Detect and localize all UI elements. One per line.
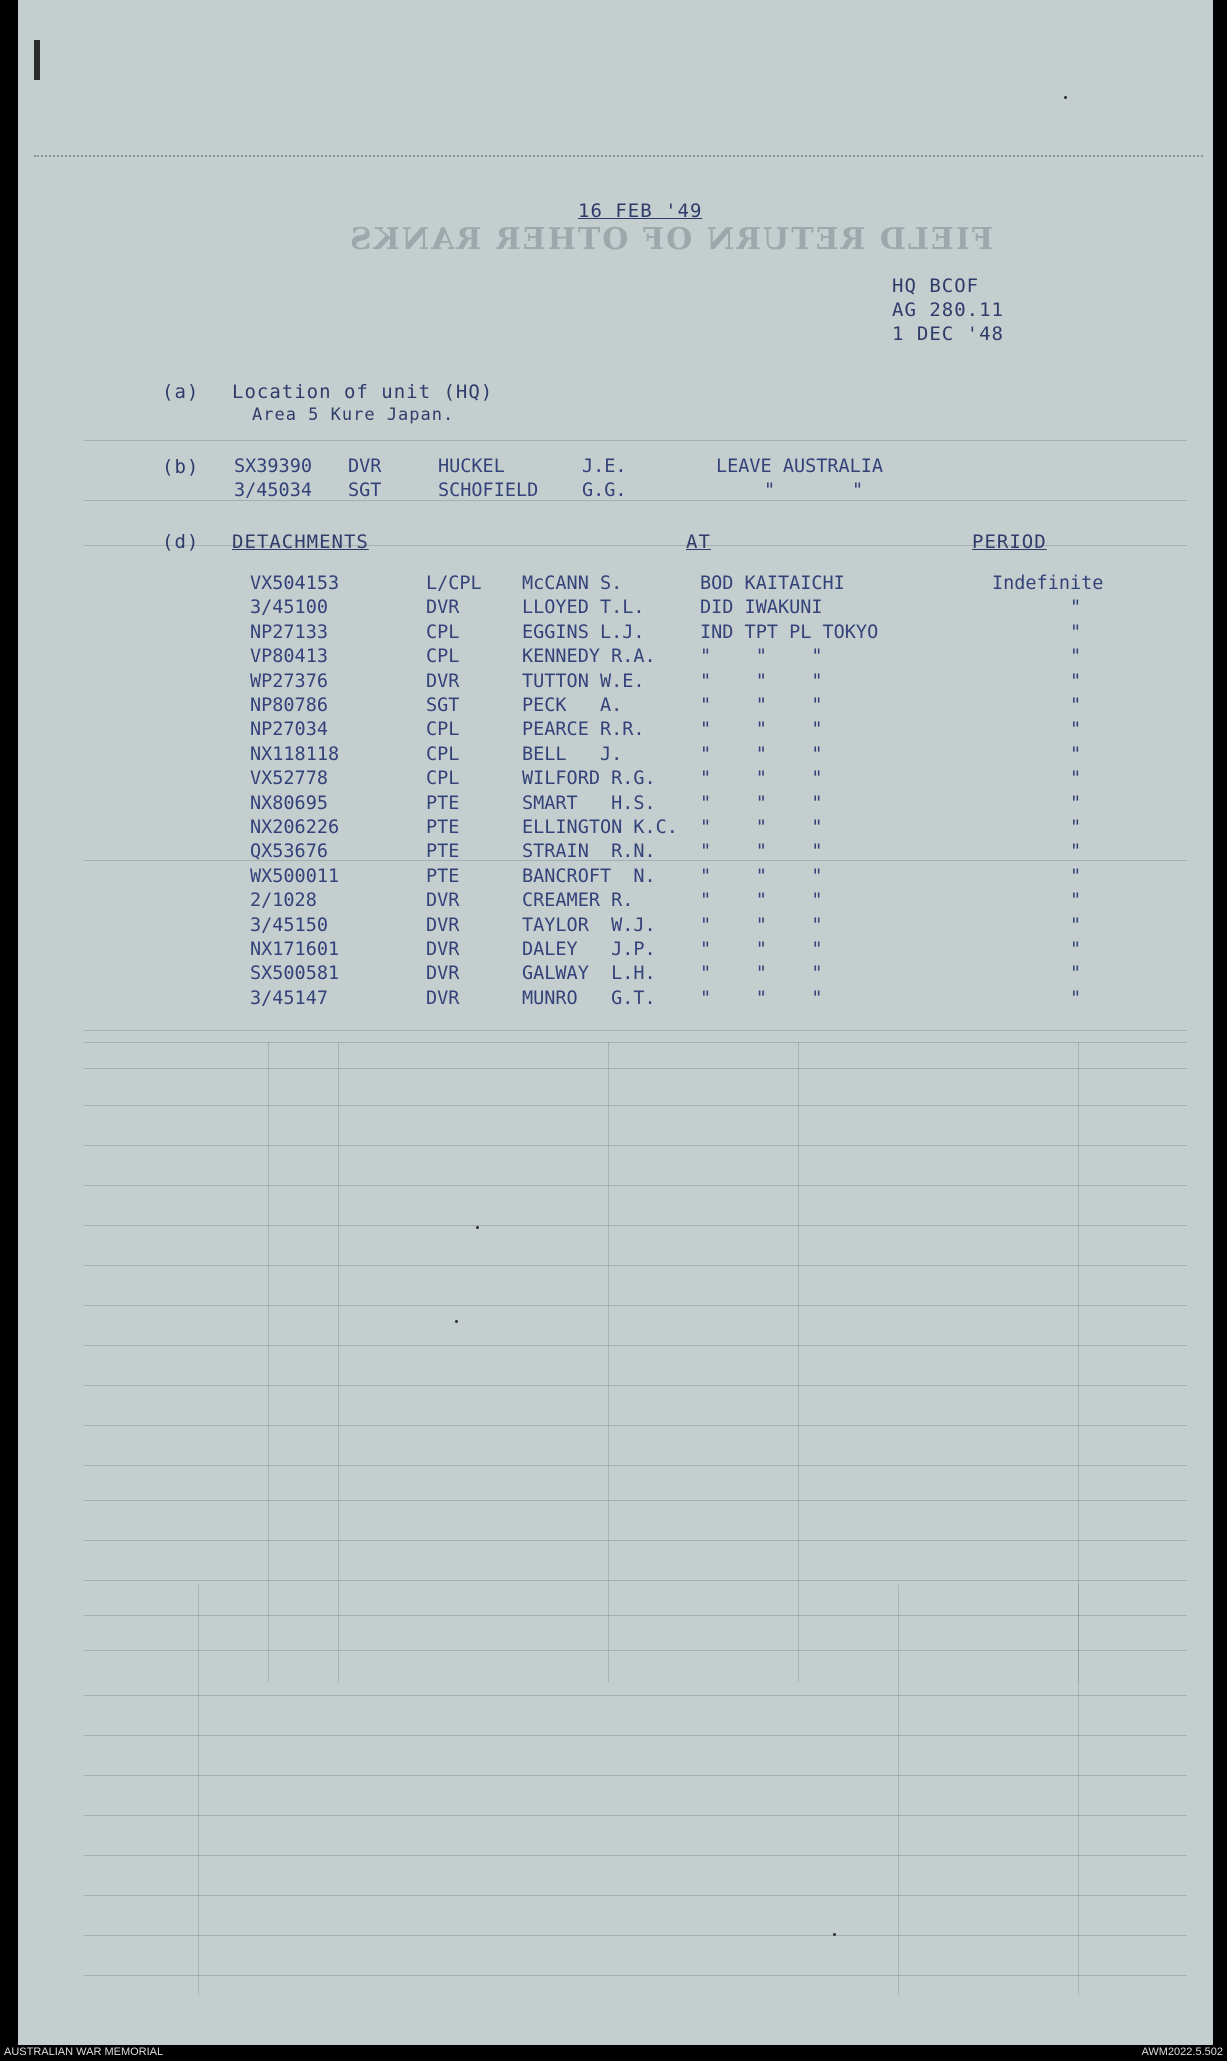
- soldier-number: NX171601: [250, 939, 340, 960]
- detachment-row: [250, 768, 1170, 792]
- period: ": [1070, 792, 1082, 814]
- hq-stamp: HQ BCOF: [892, 275, 980, 297]
- section-b-label: (b): [162, 456, 200, 478]
- soldier-number: NX80695: [250, 792, 328, 814]
- name: TUTTON W.E.: [522, 670, 645, 692]
- period: ": [1070, 865, 1082, 887]
- period: Indefinite: [992, 573, 1104, 594]
- rank: DVR: [426, 963, 460, 985]
- detachment-row: [250, 817, 1170, 841]
- period-header: PERIOD: [972, 531, 1047, 553]
- rank: SGT: [348, 480, 382, 501]
- name: WILFORD R.G.: [522, 768, 656, 790]
- name: EGGINS L.J.: [522, 621, 645, 643]
- location: " " ": [700, 914, 823, 936]
- location: " " ": [700, 670, 823, 692]
- name: ELLINGTON K.C.: [522, 817, 678, 838]
- name: CREAMER R.: [522, 890, 634, 912]
- rank: CPL: [426, 646, 460, 668]
- location: " " ": [700, 719, 823, 741]
- rank: DVR: [348, 456, 382, 477]
- section-b-row: [234, 480, 1154, 504]
- rank: DVR: [426, 987, 460, 1009]
- document-sheet: [18, 0, 1213, 2045]
- location: " " ": [700, 963, 823, 985]
- detachments-header: DETACHMENTS: [232, 531, 369, 553]
- period: ": [1070, 939, 1082, 960]
- period: ": [1070, 695, 1082, 716]
- name: KENNEDY R.A.: [522, 646, 656, 668]
- detachment-row: [250, 573, 1170, 597]
- detachment-row: [250, 866, 1170, 890]
- period: ": [1070, 890, 1082, 912]
- period: ": [1070, 743, 1082, 765]
- rank: DVR: [426, 670, 460, 692]
- ditto-mark: ": [852, 480, 864, 501]
- archive-reference: AWM2022.5.502: [1141, 2046, 1223, 2058]
- status-note: LEAVE AUSTRALIA: [716, 456, 884, 477]
- rank: DVR: [426, 890, 460, 912]
- detachment-row: [250, 890, 1170, 914]
- rank: CPL: [426, 621, 460, 643]
- detachment-row: [250, 622, 1170, 646]
- archive-footer: [0, 2045, 1227, 2061]
- soldier-number: 2/1028: [250, 890, 317, 912]
- name: STRAIN R.N.: [522, 841, 656, 863]
- rank: CPL: [426, 743, 460, 765]
- name: BANCROFT N.: [522, 865, 656, 887]
- received-stamp: 16 FEB '49: [578, 200, 703, 222]
- initials: J.E.: [582, 456, 627, 477]
- period: ": [1070, 768, 1082, 790]
- soldier-number: NP80786: [250, 695, 328, 716]
- form-title-showthrough: FIELD RETURN OF OTHER RANKS: [348, 222, 994, 257]
- period: ": [1070, 670, 1082, 692]
- period: ": [1070, 963, 1082, 985]
- period: ": [1070, 646, 1082, 668]
- location: IND TPT PL TOKYO: [700, 621, 879, 643]
- date-stamp: 1 DEC '48: [892, 323, 1004, 345]
- location: " " ": [700, 890, 823, 912]
- name: GALWAY L.H.: [522, 963, 656, 985]
- rank: DVR: [426, 597, 460, 619]
- soldier-number: VX504153: [250, 573, 340, 594]
- soldier-number: NP27133: [250, 621, 328, 643]
- period: ": [1070, 621, 1082, 643]
- detachment-row: [250, 646, 1170, 670]
- ditto-mark: ": [764, 480, 776, 501]
- rank: PTE: [426, 865, 460, 887]
- name: LLOYED T.L.: [522, 597, 645, 619]
- rank: L/CPL: [426, 573, 482, 594]
- location: DID IWAKUNI: [700, 597, 823, 619]
- location: " " ": [700, 695, 823, 716]
- surname: SCHOFIELD: [438, 480, 539, 501]
- location: " " ": [700, 792, 823, 814]
- detachment-row: [250, 939, 1170, 963]
- detachment-row: [250, 793, 1170, 817]
- rank: CPL: [426, 719, 460, 741]
- soldier-number: 3/45147: [250, 987, 328, 1009]
- name: MUNRO G.T.: [522, 987, 656, 1009]
- location-value: Area 5 Kure Japan.: [252, 405, 455, 425]
- location: " " ": [700, 646, 823, 668]
- name: PECK A.: [522, 695, 623, 716]
- section-a-label: (a): [162, 381, 200, 403]
- file-reference: AG 280.11: [892, 299, 1004, 321]
- soldier-number: SX500581: [250, 963, 340, 985]
- soldier-number: 3/45034: [234, 480, 312, 501]
- detachment-row: [250, 744, 1170, 768]
- soldier-number: 3/45100: [250, 597, 328, 619]
- initials: G.G.: [582, 480, 627, 501]
- detachment-row: [250, 963, 1170, 987]
- detachment-row: [250, 597, 1170, 621]
- name: DALEY J.P.: [522, 939, 656, 960]
- at-header: AT: [686, 531, 711, 553]
- perforation-line: [34, 155, 1203, 157]
- rank: DVR: [426, 939, 460, 960]
- name: BELL J.: [522, 743, 623, 765]
- binding-mark: [34, 40, 40, 80]
- archive-name: AUSTRALIAN WAR MEMORIAL: [4, 2046, 164, 2058]
- period: ": [1070, 914, 1082, 936]
- soldier-number: VX52778: [250, 768, 328, 790]
- soldier-number: SX39390: [234, 456, 312, 477]
- section-d-label: (d): [162, 531, 200, 553]
- period: ": [1070, 987, 1082, 1009]
- section-b-row: [234, 456, 1154, 480]
- name: PEARCE R.R.: [522, 719, 645, 741]
- soldier-number: NX206226: [250, 817, 340, 838]
- location: " " ": [700, 865, 823, 887]
- soldier-number: VP80413: [250, 646, 328, 668]
- detachment-row: [250, 695, 1170, 719]
- soldier-number: NP27034: [250, 719, 328, 741]
- rank: PTE: [426, 817, 460, 838]
- location: " " ": [700, 987, 823, 1009]
- location: " " ": [700, 817, 823, 838]
- rank: DVR: [426, 914, 460, 936]
- soldier-number: WP27376: [250, 670, 328, 692]
- name: McCANN S.: [522, 573, 623, 594]
- period: ": [1070, 719, 1082, 741]
- period: ": [1070, 597, 1082, 619]
- rank: CPL: [426, 768, 460, 790]
- rank: SGT: [426, 695, 460, 716]
- period: ": [1070, 817, 1082, 838]
- location-heading: Location of unit (HQ): [232, 381, 494, 403]
- location: " " ": [700, 743, 823, 765]
- rank: PTE: [426, 841, 460, 863]
- detachment-row: [250, 719, 1170, 743]
- period: ": [1070, 841, 1082, 863]
- location: " " ": [700, 768, 823, 790]
- detachment-row: [250, 988, 1170, 1012]
- name: SMART H.S.: [522, 792, 656, 814]
- location: BOD KAITAICHI: [700, 573, 845, 594]
- soldier-number: 3/45150: [250, 914, 328, 936]
- name: TAYLOR W.J.: [522, 914, 656, 936]
- location: " " ": [700, 841, 823, 863]
- detachment-row: [250, 841, 1170, 865]
- soldier-number: QX53676: [250, 841, 328, 863]
- rank: PTE: [426, 792, 460, 814]
- detachment-row: [250, 671, 1170, 695]
- soldier-number: WX500011: [250, 865, 340, 887]
- detachment-row: [250, 915, 1170, 939]
- soldier-number: NX118118: [250, 743, 340, 765]
- location: " " ": [700, 939, 823, 960]
- surname: HUCKEL: [438, 456, 505, 477]
